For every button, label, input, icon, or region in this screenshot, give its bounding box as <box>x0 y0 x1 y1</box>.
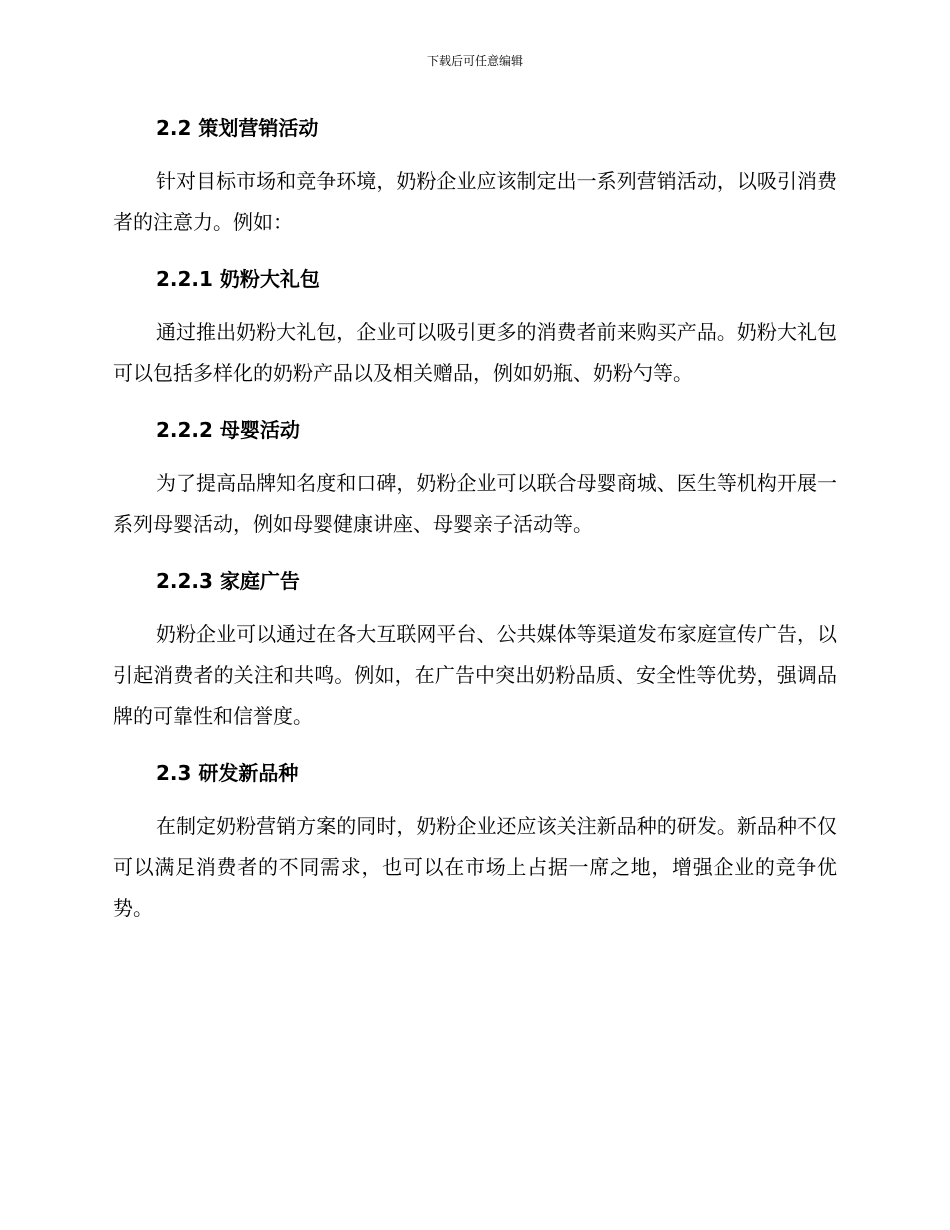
section-paragraph: 为了提高品牌知名度和口碑，奶粉企业可以联合母婴商城、医生等机构开展一系列母婴活动，例如母婴健康讲座、母婴亲子活动等。 <box>113 471 837 536</box>
page-header: 下载后可任意编辑 <box>426 54 523 68</box>
section-heading: 2.2.2 母婴活动 <box>156 418 300 442</box>
section-heading: 2.2.1 奶粉大礼包 <box>156 267 320 291</box>
section-heading: 2.2 策划营销活动 <box>156 116 319 140</box>
section-heading: 2.3 研发新品种 <box>156 761 299 785</box>
section-paragraph: 通过推出奶粉大礼包，企业可以吸引更多的消费者前来购买产品。奶粉大礼包可以包括多样化的奶粉产品以及相关赠品，例如奶瓶、奶粉勺等。 <box>113 320 837 385</box>
section-paragraph: 针对目标市场和竞争环境，奶粉企业应该制定出一系列营销活动，以吸引消费者的注意力。例如： <box>113 169 837 234</box>
section-paragraph: 在制定奶粉营销方案的同时，奶粉企业还应该关注新品种的研发。新品种不仅可以满足消费者的不同需求，也可以在市场上占据一席之地，增强企业的竞争优势。 <box>113 814 837 920</box>
section-paragraph: 奶粉企业可以通过在各大互联网平台、公共媒体等渠道发布家庭宣传广告，以引起消费者的关注和共鸣。例如，在广告中突出奶粉品质、安全性等优势，强调品牌的可靠性和信誉度。 <box>113 622 837 728</box>
section-heading: 2.2.3 家庭广告 <box>156 569 300 593</box>
document-body <box>113 114 837 929</box>
